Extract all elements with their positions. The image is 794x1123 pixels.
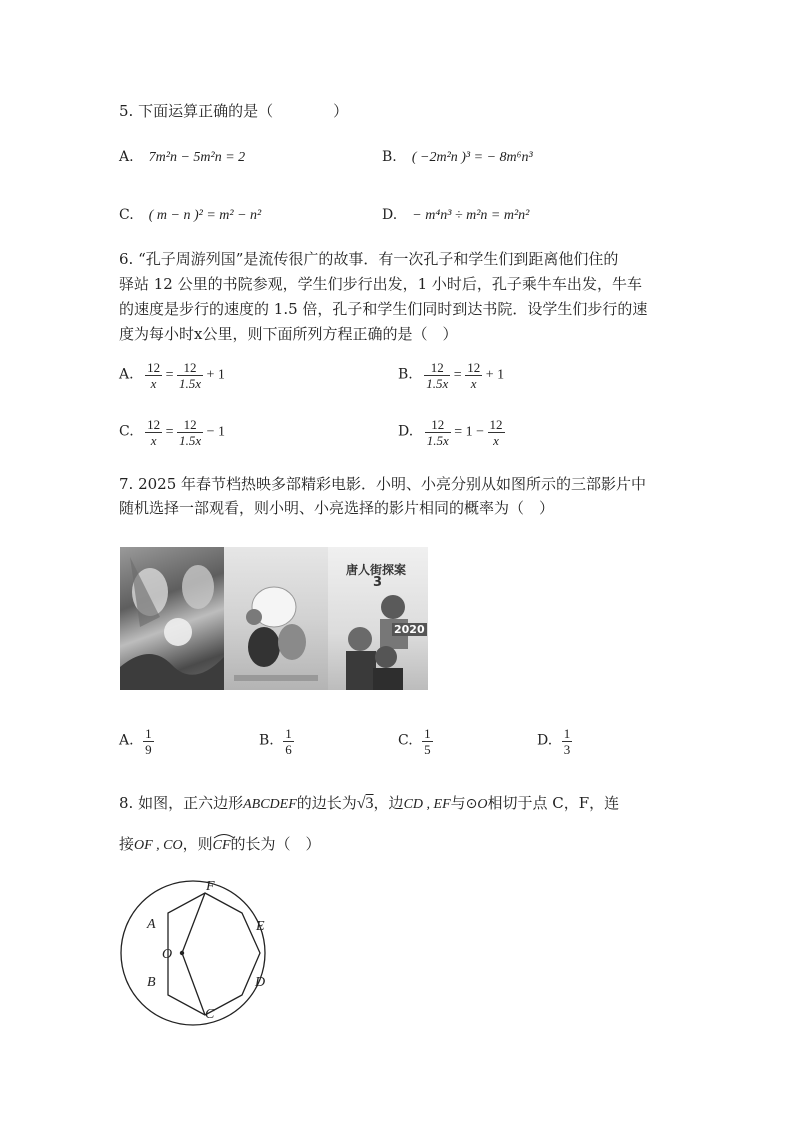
q5-option-d-expr: − m⁴n³ ÷ m²n = m²n² xyxy=(412,208,530,223)
q6-c-frac1-num: 12 xyxy=(147,417,161,432)
label-d: D xyxy=(255,975,266,990)
q8-edges: CD , EF xyxy=(403,797,451,812)
q5-option-c-expr: ( m − n )² = m² − n² xyxy=(148,208,262,223)
q6-d-frac1-den: 1.5x xyxy=(426,433,449,448)
q6-option-c[interactable] xyxy=(119,418,225,447)
segment-of xyxy=(182,893,205,953)
q6-b-frac1-num: 12 xyxy=(424,361,450,376)
q6-c-frac1-den: x xyxy=(150,433,157,448)
q6-b-frac2-den: x xyxy=(470,376,477,391)
label-a: A xyxy=(147,917,156,932)
q8-root-value: 3 xyxy=(365,795,374,812)
q6-a-frac1-num: 12 xyxy=(147,360,161,375)
q6-line-3: 的速度是步行的速度的 1.5 倍，孔子和学生们同时到达书院．设学生们步行的速 xyxy=(119,300,648,318)
q7-c-den: 5 xyxy=(424,742,431,757)
q8-l1-b: 的边长为 xyxy=(296,794,357,812)
q8-circle-name: O xyxy=(477,797,488,812)
q7-a-den: 9 xyxy=(145,742,152,757)
q5-option-b-letter: B. xyxy=(382,149,397,165)
q6-d-frac2-num: 12 xyxy=(489,417,503,432)
q5-option-c[interactable] xyxy=(119,204,261,224)
q7-option-d[interactable] xyxy=(537,727,572,756)
poster-3-title: 唐人街探案 xyxy=(346,563,407,577)
q6-c-tail: − 1 xyxy=(206,424,226,440)
q6-b-op: = xyxy=(453,367,462,383)
q7-c-num: 1 xyxy=(424,726,431,741)
q8-sqrt xyxy=(357,795,374,812)
q6-option-d-letter: D. xyxy=(398,423,414,440)
q6-option-a[interactable] xyxy=(119,361,225,390)
q8-l1-d: 与 xyxy=(450,794,466,812)
q6-b-frac2-num: 12 xyxy=(467,360,481,375)
q6-b-frac1-den: 1.5x xyxy=(426,376,449,391)
q7-a-num: 1 xyxy=(145,726,152,741)
segment-co xyxy=(182,953,205,1015)
q5-option-a-letter: A. xyxy=(119,149,134,165)
q6-line-4: 度为每小时x公里，则下面所列方程正确的是（ ） xyxy=(119,325,458,343)
q6-d-frac2-den: x xyxy=(493,433,499,448)
q7-line-1: 7. 2025 年春节档热映多部精彩电影．小明、小亮分别从如图所示的三部影片中 xyxy=(119,475,647,493)
q7-option-b[interactable] xyxy=(259,727,294,756)
q7-b-num: 1 xyxy=(285,726,292,741)
q7-b-den: 6 xyxy=(285,742,292,757)
movie-poster-1 xyxy=(120,547,224,690)
q6-option-a-letter: A. xyxy=(119,366,134,383)
q5-option-c-letter: C. xyxy=(119,207,134,223)
q6-option-d[interactable] xyxy=(398,418,505,447)
q8-l2-a: 接 xyxy=(119,835,135,853)
q8-l2-b: ，则 xyxy=(182,835,213,853)
poster-3-year: 2020 xyxy=(394,623,425,636)
q6-a-op: = xyxy=(165,367,174,383)
q7-option-c-letter: C. xyxy=(398,732,413,749)
sqrt-icon: √ xyxy=(356,795,366,812)
label-c: C xyxy=(205,1007,215,1022)
q6-d-op: = 1 − xyxy=(454,424,485,440)
q7-d-num: 1 xyxy=(563,726,571,741)
q5-option-a-expr: 7m²n − 5m²n = 2 xyxy=(148,150,246,165)
q7-line-2: 随机选择一部观看，则小明、小亮选择的影片相同的概率为（ ） xyxy=(119,499,555,517)
q8-line-2 xyxy=(119,833,321,854)
center-point-o xyxy=(180,951,184,955)
q6-line-2: 驿站 12 公里的书院参观，学生们步行出发，1 小时后，孔子乘牛车出发，牛车 xyxy=(119,275,642,293)
q8-arc xyxy=(213,835,231,854)
hexagon-circle-figure xyxy=(110,878,300,1028)
poster-2-art xyxy=(224,547,328,690)
q8-l1-a: 8. 如图，正六边形 xyxy=(119,794,244,812)
movie-poster-2 xyxy=(224,547,328,690)
q5-option-a[interactable] xyxy=(119,146,245,166)
q6-option-b[interactable] xyxy=(398,361,504,390)
poster-3-number: 3 xyxy=(373,575,383,590)
q8-segments: OF , CO xyxy=(134,838,183,853)
label-b: B xyxy=(147,975,156,990)
poster-1-art xyxy=(120,547,224,690)
q6-d-frac1-num: 12 xyxy=(425,418,451,433)
q7-option-b-letter: B. xyxy=(259,732,274,749)
q5-option-b[interactable] xyxy=(382,146,533,166)
q6-b-tail: + 1 xyxy=(485,367,505,383)
q6-a-frac2-num: 12 xyxy=(177,361,203,376)
q6-line-1: 6. “孔子周游列国”是流传很广的故事．有一次孔子和学生们到距离他们住的 xyxy=(119,250,619,268)
q8-hexagon-name: ABCDEF xyxy=(243,797,297,812)
q6-a-frac2-den: 1.5x xyxy=(178,376,201,391)
q8-l2-c: 的长为（ ） xyxy=(230,835,321,853)
q6-option-c-letter: C. xyxy=(119,423,134,440)
q7-d-den: 3 xyxy=(563,742,571,757)
circle-o xyxy=(121,881,265,1025)
q7-option-c[interactable] xyxy=(398,727,433,756)
q5-stem: 5. 下面运算正确的是（ ） xyxy=(119,102,349,120)
q5-option-d-letter: D. xyxy=(382,207,398,223)
movie-poster-3 xyxy=(328,547,428,690)
q5-option-b-expr: ( −2m²n )³ = − 8m⁶n³ xyxy=(411,150,533,165)
label-f: F xyxy=(206,879,215,894)
arc-icon xyxy=(213,833,235,839)
q6-c-frac2-num: 12 xyxy=(177,418,203,433)
q5-option-d[interactable] xyxy=(382,204,529,224)
q6-option-b-letter: B. xyxy=(398,366,413,383)
q8-l1-e: 相切于点 C，F，连 xyxy=(487,794,620,812)
poster-3-art xyxy=(328,547,428,690)
q7-option-a-letter: A. xyxy=(119,732,134,749)
q7-option-a[interactable] xyxy=(119,727,154,756)
q8-line-1 xyxy=(119,792,619,813)
q6-c-op: = xyxy=(165,424,174,440)
q8-arc-name: CF xyxy=(212,838,231,853)
q6-a-tail: + 1 xyxy=(206,367,225,383)
circle-dot-icon: ⊙ xyxy=(465,796,478,812)
q8-l1-c: ，边 xyxy=(373,794,404,812)
q7-option-d-letter: D. xyxy=(537,732,553,749)
label-o: O xyxy=(162,947,173,962)
q6-c-frac2-den: 1.5x xyxy=(179,433,202,448)
label-e: E xyxy=(256,919,265,934)
q6-a-frac1-den: x xyxy=(150,376,157,391)
